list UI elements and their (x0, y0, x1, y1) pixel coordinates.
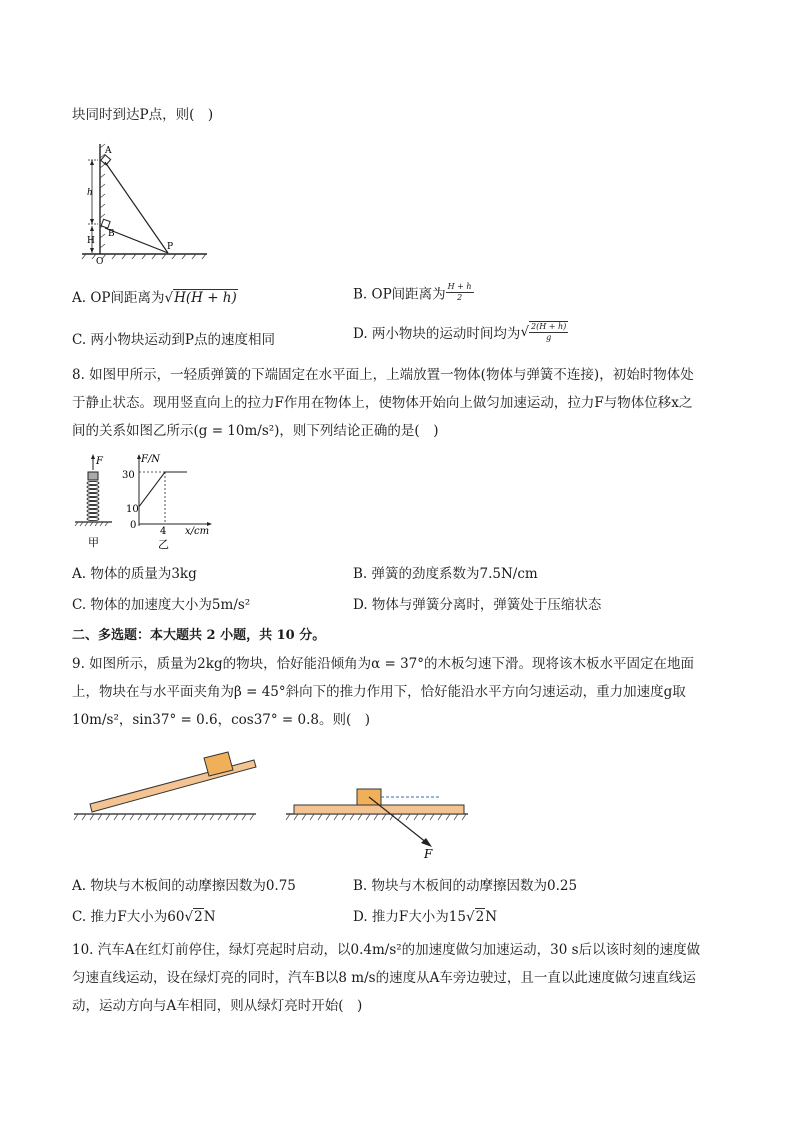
option-c-unit: N (203, 909, 216, 925)
option-d-text: D. 推力F大小为15 (353, 909, 466, 925)
q7-option-b[interactable] (353, 282, 474, 303)
label-P: P (167, 242, 174, 252)
q8-option-b[interactable]: B. 弹簧的劲度系数为7.5N/cm (353, 566, 538, 582)
option-b-numerator: H + h (447, 282, 472, 291)
q8-xtick-4: 4 (160, 526, 167, 537)
q9-line-2: 上，物块在与水平面夹角为β = 45°斜向下的推力作用下，恰好能沿水平方向匀速运动，重力加速度g取 (72, 684, 686, 700)
q8-xlabel: x/cm (185, 526, 210, 537)
option-d-denominator: g (546, 333, 552, 342)
q10-line-1: 10. 汽车A在红灯前停住，绿灯亮起时启动，以0.4m/s²的加速度做匀加速运动，30 s后以该时刻的速度做 (72, 942, 701, 958)
option-c-radicand: 2 (194, 909, 203, 925)
label-B: B (108, 229, 115, 239)
q9-option-a[interactable]: A. 物块与木板间的动摩擦因数为0.75 (72, 878, 296, 894)
option-b-denominator: 2 (457, 293, 463, 302)
q9-option-d[interactable]: D. 推力F大小为15√2N (353, 909, 497, 925)
option-d-radicand: 2 (475, 909, 485, 925)
label-H: H (87, 236, 95, 246)
q8-force-line (139, 472, 187, 507)
q8-force-label: F (96, 456, 103, 467)
q9-figure (72, 744, 492, 862)
q7-option-c[interactable]: C. 两小物块运动到P点的速度相同 (72, 332, 276, 348)
q8-line-1: 8. 如图甲所示，一轻质弹簧的下端固定在水平面上，上端放置一物体(物体与弹簧不连接)，初始时物体处 (72, 367, 694, 383)
option-c-text: C. 推力F大小为60 (72, 909, 185, 925)
q8-option-d[interactable]: D. 物体与弹簧分离时，弹簧处于压缩状态 (353, 597, 602, 613)
q8-graph (139, 472, 187, 524)
q8-line-2: 于静止状态。现用竖直向上的拉力F作用在物体上，使物体开始向上做匀加速运动，拉力F与物体位移x之 (72, 395, 693, 411)
q8-line-3: 间的关系如图乙所示(g = 10m/s²)，则下列结论正确的是( ) (72, 423, 439, 439)
q7-figure (72, 136, 212, 264)
option-a-text: A. OP间距离为 (72, 290, 165, 306)
q8-caption-b: 乙 (158, 538, 169, 551)
option-a-radicand: H(H + h) (174, 290, 237, 306)
label-h: h (87, 188, 93, 198)
option-d-unit: N (485, 909, 497, 925)
option-d-text: D. 两小物块的运动时间均为 (353, 326, 521, 342)
q7-question-tail: 块同时到达P点，则( ) (72, 107, 214, 123)
q8-ytick-0: 0 (130, 520, 137, 531)
q8-figure (72, 452, 222, 552)
q8-ytick-30: 30 (122, 470, 135, 481)
q8-ylabel: F/N (141, 454, 161, 465)
q8-option-c[interactable]: C. 物体的加速度大小为5m/s² (72, 597, 251, 613)
label-O: O (96, 257, 104, 264)
option-b-text: B. OP间距离为 (353, 286, 446, 303)
q8-stem (72, 361, 722, 445)
q9-stem (72, 650, 722, 734)
q9-option-c[interactable]: C. 推力F大小为60√2N (72, 909, 216, 925)
q9-line-1: 9. 如图所示，质量为2kg的物块，恰好能沿倾角为α = 37°的木板匀速下滑。现将该木板水平固定在地面 (72, 656, 695, 672)
q9-option-b[interactable]: B. 物块与木板间的动摩擦因数为0.25 (353, 878, 578, 894)
section-heading: 二、多选题：本大题共 2 小题，共 10 分。 (72, 628, 326, 643)
q7-option-d[interactable]: D. 两小物块的运动时间均为√ $\frac{2(H + h)}{g}$ (353, 322, 567, 342)
option-d-numerator: 2(H + h) (531, 322, 567, 331)
q7-option-a[interactable]: A. OP间距离为√H(H + h) (72, 290, 237, 306)
q9-force-label: F (424, 847, 433, 861)
label-A: A (105, 146, 112, 156)
q10-line-2: 匀速直线运动，设在绿灯亮的同时，汽车B以8 m/s的速度从A车旁边驶过，且一直以此速度做匀速直线运 (72, 970, 696, 986)
q8-option-a[interactable]: A. 物体的质量为3kg (72, 566, 197, 582)
q9-line-3: 10m/s²，sin37° = 0.6，cos37° = 0.8。则( ) (72, 712, 371, 728)
q8-ytick-10: 10 (126, 504, 139, 515)
q10-stem (72, 936, 722, 1020)
q8-caption-a: 甲 (88, 536, 99, 549)
q10-line-3: 动，运动方向与A车相同，则从绿灯亮时开始( ) (72, 998, 363, 1014)
